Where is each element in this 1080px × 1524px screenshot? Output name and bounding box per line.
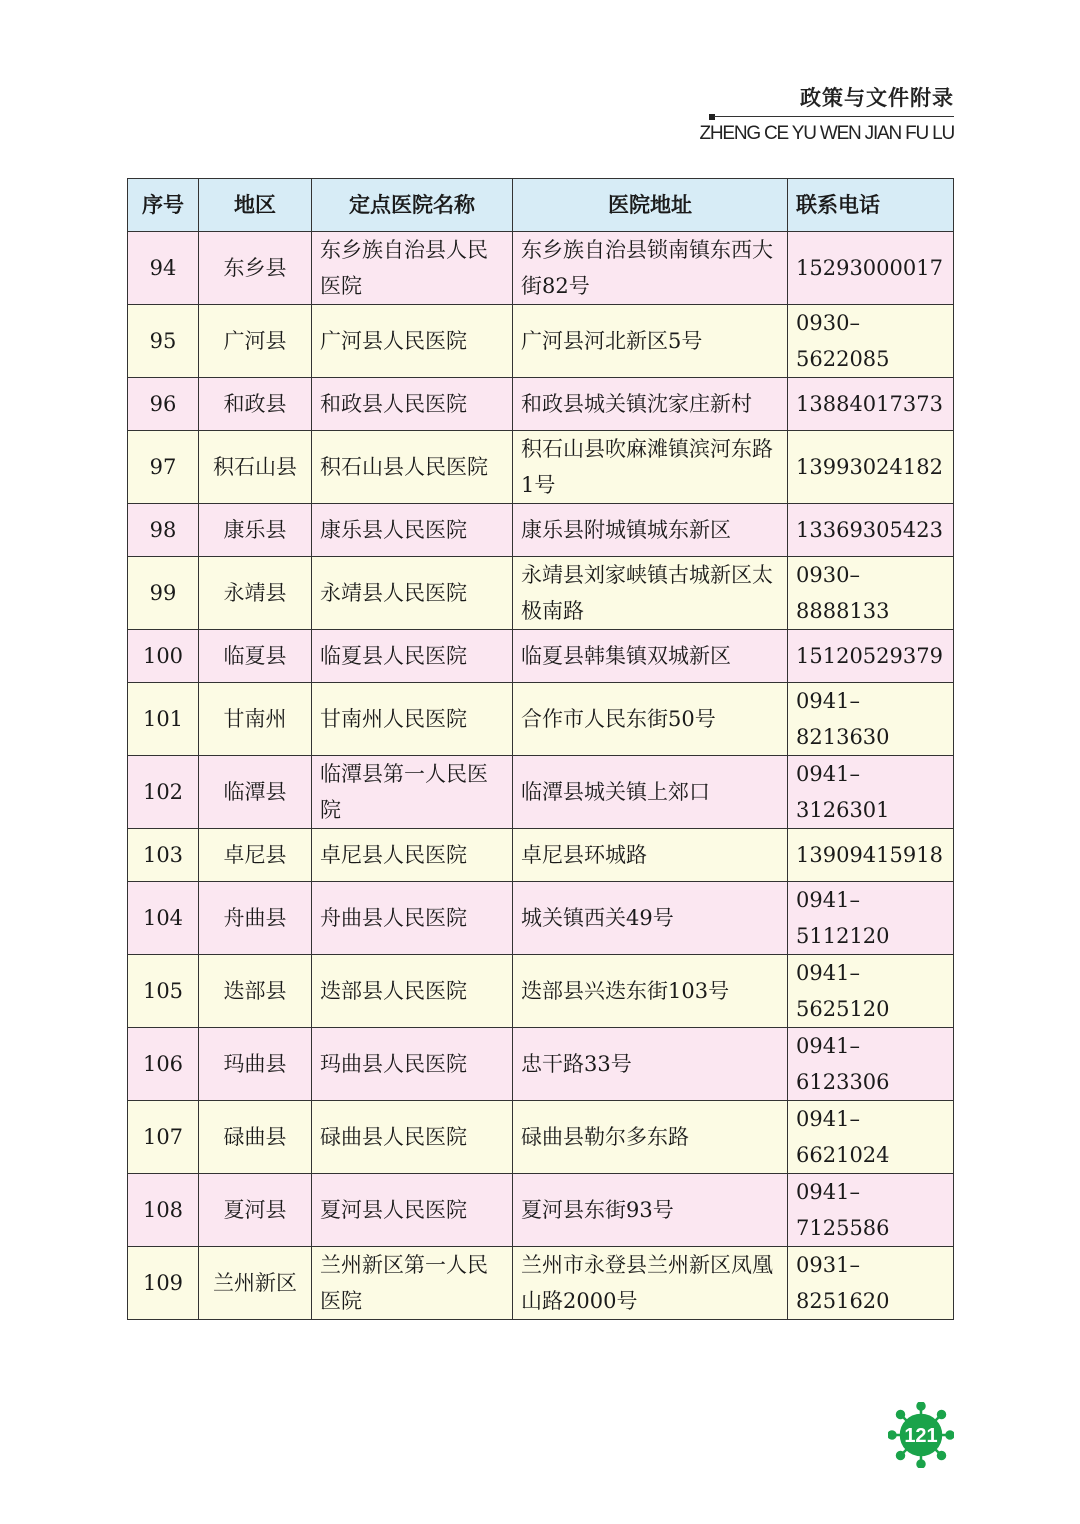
cell-region: 甘南州 bbox=[199, 683, 312, 756]
cell-index: 108 bbox=[128, 1174, 199, 1247]
cell-address: 忠干路33号 bbox=[513, 1028, 788, 1101]
cell-phone: 13369305423 bbox=[788, 504, 954, 557]
cell-phone: 0941–5112120 bbox=[788, 882, 954, 955]
cell-region: 东乡县 bbox=[199, 232, 312, 305]
cell-hospital: 临潭县第一人民医院 bbox=[312, 756, 513, 829]
cell-hospital: 临夏县人民医院 bbox=[312, 630, 513, 683]
table-row bbox=[128, 1101, 954, 1174]
cell-phone: 13993024182 bbox=[788, 431, 954, 504]
cell-index: 99 bbox=[128, 557, 199, 630]
table-row bbox=[128, 1247, 954, 1320]
table-row bbox=[128, 1174, 954, 1247]
cell-address: 积石山县吹麻滩镇滨河东路1号 bbox=[513, 431, 788, 504]
table-row bbox=[128, 955, 954, 1028]
cell-address: 和政县城关镇沈家庄新村 bbox=[513, 378, 788, 431]
table-row bbox=[128, 630, 954, 683]
cell-region: 夏河县 bbox=[199, 1174, 312, 1247]
cell-region: 碌曲县 bbox=[199, 1101, 312, 1174]
cell-hospital: 玛曲县人民医院 bbox=[312, 1028, 513, 1101]
section-subtitle: ZHENG CE YU WEN JIAN FU LU bbox=[699, 123, 954, 144]
table-header-row bbox=[128, 179, 954, 232]
table-row bbox=[128, 829, 954, 882]
cell-address: 城关镇西关49号 bbox=[513, 882, 788, 955]
cell-phone: 0931–8251620 bbox=[788, 1247, 954, 1320]
cell-hospital: 卓尼县人民医院 bbox=[312, 829, 513, 882]
table-row bbox=[128, 557, 954, 630]
header-rule bbox=[714, 116, 954, 117]
cell-phone: 0941–6621024 bbox=[788, 1101, 954, 1174]
cell-address: 兰州市永登县兰州新区凤凰山路2000号 bbox=[513, 1247, 788, 1320]
cell-region: 玛曲县 bbox=[199, 1028, 312, 1101]
column-header-region: 地区 bbox=[199, 179, 312, 232]
cell-index: 95 bbox=[128, 305, 199, 378]
page-number-badge bbox=[888, 1402, 954, 1468]
cell-address: 合作市人民东街50号 bbox=[513, 683, 788, 756]
section-title: 政策与文件附录 bbox=[800, 86, 954, 110]
hospital-table bbox=[127, 178, 954, 1320]
cell-phone: 0930–5622085 bbox=[788, 305, 954, 378]
cell-address: 碌曲县勒尔多东路 bbox=[513, 1101, 788, 1174]
cell-hospital: 碌曲县人民医院 bbox=[312, 1101, 513, 1174]
table-row bbox=[128, 431, 954, 504]
cell-region: 永靖县 bbox=[199, 557, 312, 630]
cell-index: 97 bbox=[128, 431, 199, 504]
cell-region: 康乐县 bbox=[199, 504, 312, 557]
cell-address: 临潭县城关镇上郊口 bbox=[513, 756, 788, 829]
table-row bbox=[128, 232, 954, 305]
cell-region: 广河县 bbox=[199, 305, 312, 378]
cell-hospital: 迭部县人民医院 bbox=[312, 955, 513, 1028]
cell-address: 永靖县刘家峡镇古城新区太极南路 bbox=[513, 557, 788, 630]
cell-index: 102 bbox=[128, 756, 199, 829]
cell-hospital: 兰州新区第一人民医院 bbox=[312, 1247, 513, 1320]
column-header-index: 序号 bbox=[128, 179, 199, 232]
cell-hospital: 甘南州人民医院 bbox=[312, 683, 513, 756]
cell-address: 卓尼县环城路 bbox=[513, 829, 788, 882]
table-row bbox=[128, 683, 954, 756]
table-row bbox=[128, 378, 954, 431]
cell-phone: 15293000017 bbox=[788, 232, 954, 305]
cell-address: 夏河县东街93号 bbox=[513, 1174, 788, 1247]
cell-region: 积石山县 bbox=[199, 431, 312, 504]
column-header-address: 医院地址 bbox=[513, 179, 788, 232]
cell-phone: 13884017373 bbox=[788, 378, 954, 431]
cell-index: 109 bbox=[128, 1247, 199, 1320]
cell-address: 迭部县兴迭东街103号 bbox=[513, 955, 788, 1028]
cell-hospital: 夏河县人民医院 bbox=[312, 1174, 513, 1247]
cell-address: 广河县河北新区5号 bbox=[513, 305, 788, 378]
cell-index: 106 bbox=[128, 1028, 199, 1101]
table-row bbox=[128, 1028, 954, 1101]
cell-hospital: 康乐县人民医院 bbox=[312, 504, 513, 557]
cell-hospital: 永靖县人民医院 bbox=[312, 557, 513, 630]
cell-phone: 0941–8213630 bbox=[788, 683, 954, 756]
cell-index: 104 bbox=[128, 882, 199, 955]
cell-region: 舟曲县 bbox=[199, 882, 312, 955]
cell-hospital: 积石山县人民医院 bbox=[312, 431, 513, 504]
cell-region: 兰州新区 bbox=[199, 1247, 312, 1320]
cell-region: 和政县 bbox=[199, 378, 312, 431]
cell-index: 103 bbox=[128, 829, 199, 882]
table-row bbox=[128, 305, 954, 378]
cell-index: 96 bbox=[128, 378, 199, 431]
cell-index: 107 bbox=[128, 1101, 199, 1174]
cell-index: 94 bbox=[128, 232, 199, 305]
cell-address: 临夏县韩集镇双城新区 bbox=[513, 630, 788, 683]
cell-phone: 15120529379 bbox=[788, 630, 954, 683]
cell-phone: 0930–8888133 bbox=[788, 557, 954, 630]
page-number: 121 bbox=[904, 1425, 938, 1447]
cell-address: 康乐县附城镇城东新区 bbox=[513, 504, 788, 557]
cell-region: 临潭县 bbox=[199, 756, 312, 829]
cell-hospital: 东乡族自治县人民医院 bbox=[312, 232, 513, 305]
cell-index: 100 bbox=[128, 630, 199, 683]
cell-hospital: 舟曲县人民医院 bbox=[312, 882, 513, 955]
cell-index: 105 bbox=[128, 955, 199, 1028]
column-header-phone: 联系电话 bbox=[788, 179, 954, 232]
cell-hospital: 广河县人民医院 bbox=[312, 305, 513, 378]
cell-phone: 0941–7125586 bbox=[788, 1174, 954, 1247]
cell-phone: 0941–3126301 bbox=[788, 756, 954, 829]
header-rule-dot bbox=[709, 114, 715, 120]
cell-region: 临夏县 bbox=[199, 630, 312, 683]
cell-region: 迭部县 bbox=[199, 955, 312, 1028]
cell-address: 东乡族自治县锁南镇东西大街82号 bbox=[513, 232, 788, 305]
cell-hospital: 和政县人民医院 bbox=[312, 378, 513, 431]
cell-index: 101 bbox=[128, 683, 199, 756]
table-row bbox=[128, 504, 954, 557]
cell-phone: 13909415918 bbox=[788, 829, 954, 882]
table-row bbox=[128, 756, 954, 829]
cell-region: 卓尼县 bbox=[199, 829, 312, 882]
cell-phone: 0941–6123306 bbox=[788, 1028, 954, 1101]
cell-index: 98 bbox=[128, 504, 199, 557]
cell-phone: 0941–5625120 bbox=[788, 955, 954, 1028]
column-header-hospital: 定点医院名称 bbox=[312, 179, 513, 232]
table-row bbox=[128, 882, 954, 955]
